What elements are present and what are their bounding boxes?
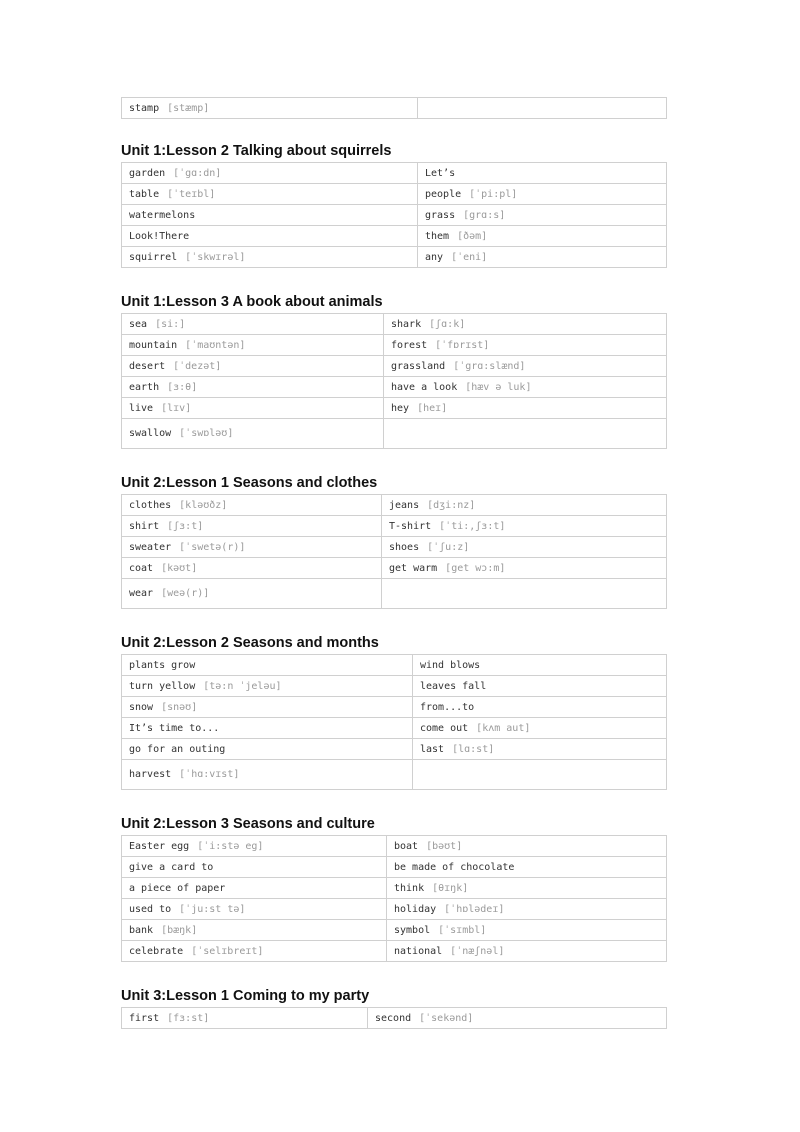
vocab-phonetic: [weə(r)] (161, 588, 210, 599)
table-row (122, 920, 667, 941)
vocab-cell (122, 760, 413, 790)
table-row (122, 163, 667, 184)
section-title: Unit 3:Lesson 1 Coming to my party (121, 988, 370, 1004)
vocab-cell (122, 878, 387, 899)
vocab-word: mountain (129, 339, 178, 351)
vocab-word: get warm (389, 562, 438, 574)
vocab-word: come out (420, 722, 469, 734)
vocab-cell (122, 398, 384, 419)
vocab-word: celebrate (129, 945, 184, 957)
vocab-cell (413, 718, 667, 739)
vocab-phonetic: [bəʊt] (426, 840, 463, 852)
vocab-cell (413, 655, 667, 676)
vocab-word: a piece of paper (129, 882, 226, 894)
vocab-phonetic: [θɪŋk] (432, 882, 469, 894)
vocab-cell (413, 697, 667, 718)
section-spacer (121, 790, 667, 814)
vocab-cell (384, 377, 667, 398)
vocab-cell (122, 495, 382, 516)
vocab-phonetic: [ʃɜ:t] (167, 520, 204, 532)
vocab-word: earth (129, 381, 160, 393)
vocab-cell (418, 205, 667, 226)
table-row (122, 356, 667, 377)
table-row (122, 878, 667, 899)
vocab-word: used to (129, 903, 172, 915)
table-row (122, 98, 667, 119)
table-row (122, 314, 667, 335)
vocab-word: It’s time to... (129, 722, 220, 734)
table-row (122, 184, 667, 205)
vocab-cell (122, 676, 413, 697)
table-row (122, 579, 667, 609)
vocab-word: table (129, 188, 160, 200)
table-row (122, 676, 667, 697)
vocab-phonetic: [ˈselɪbreɪt] (191, 945, 264, 957)
section-title: Unit 1:Lesson 3 A book about animals (121, 294, 383, 310)
vocab-cell (387, 857, 667, 878)
vocab-word: go for an outing (129, 743, 226, 755)
vocab-cell (382, 516, 667, 537)
table-row (122, 205, 667, 226)
vocab-phonetic: [grɑ:s] (463, 209, 506, 221)
vocab-phonetic: [ˈteɪbl] (167, 188, 216, 200)
table-row (122, 899, 667, 920)
vocab-phonetic: [ˈeni] (451, 251, 488, 263)
vocab-cell (122, 920, 387, 941)
vocab-phonetic: [ˈi:stə eg] (197, 840, 264, 852)
section-title: Unit 2:Lesson 2 Seasons and months (121, 635, 379, 651)
vocabulary-table (121, 162, 667, 268)
table-row (122, 377, 667, 398)
vocab-cell (384, 398, 667, 419)
table-row (122, 335, 667, 356)
vocab-cell (122, 1008, 368, 1029)
vocabulary-table (121, 1007, 667, 1029)
vocab-phonetic: [ˈpi:pl] (469, 188, 518, 200)
vocab-word: second (375, 1012, 412, 1024)
vocab-cell (122, 419, 384, 449)
vocab-phonetic: [ɜ:θ] (167, 381, 198, 393)
vocab-phonetic: [stæmp] (167, 102, 210, 114)
vocab-cell (418, 247, 667, 268)
vocab-phonetic: [tə:n ˈjeləu] (203, 680, 282, 692)
vocab-phonetic: [ˈfɒrɪst] (435, 339, 490, 351)
table-row (122, 419, 667, 449)
vocab-cell (387, 899, 667, 920)
vocab-phonetic: [ˈsekənd] (419, 1012, 474, 1024)
vocab-phonetic: [bæŋk] (161, 924, 198, 936)
vocab-word: coat (129, 562, 154, 574)
vocab-phonetic: [kəʊt] (161, 562, 198, 574)
table-row (122, 516, 667, 537)
vocab-phonetic: [hæv ə luk] (465, 381, 532, 393)
vocab-word: shirt (129, 520, 160, 532)
vocab-word: grassland (391, 360, 446, 372)
vocab-phonetic: [ˈhɑ:vɪst] (179, 769, 240, 780)
vocab-word: hey (391, 402, 410, 414)
vocab-cell (413, 760, 667, 790)
vocab-word: wear (129, 588, 154, 599)
vocab-cell (122, 718, 413, 739)
vocab-cell (122, 836, 387, 857)
table-row (122, 760, 667, 790)
vocab-cell (122, 377, 384, 398)
vocab-phonetic: [lɪv] (161, 402, 192, 414)
vocab-phonetic: [ˈswetə(r)] (179, 541, 246, 553)
vocab-phonetic: [fɜ:st] (167, 1012, 210, 1024)
vocab-word: clothes (129, 499, 172, 511)
vocab-word: desert (129, 360, 166, 372)
vocab-word: bank (129, 924, 154, 936)
vocab-word: T-shirt (389, 520, 432, 532)
vocab-cell (122, 205, 418, 226)
vocab-word: have a look (391, 381, 458, 393)
vocab-phonetic: [dʒi:nz] (427, 499, 476, 511)
table-row (122, 247, 667, 268)
vocab-phonetic: [ˈdezət] (173, 360, 222, 372)
vocab-word: last (420, 743, 445, 755)
vocab-word: live (129, 402, 154, 414)
vocab-cell (384, 335, 667, 356)
vocab-word: shoes (389, 541, 420, 553)
vocab-cell (382, 579, 667, 609)
vocab-cell (122, 226, 418, 247)
vocab-word: sea (129, 318, 148, 330)
table-row (122, 655, 667, 676)
vocab-word: jeans (389, 499, 420, 511)
vocab-word: Easter egg (129, 840, 190, 852)
section-spacer (121, 268, 667, 292)
section-title: Unit 2:Lesson 1 Seasons and clothes (121, 475, 378, 491)
vocab-phonetic: [si:] (155, 318, 186, 330)
vocab-word: wind blows (420, 659, 481, 671)
vocab-cell (122, 335, 384, 356)
section-spacer (121, 449, 667, 473)
vocab-cell (122, 356, 384, 377)
vocab-phonetic: [lɑ:st] (452, 743, 495, 755)
vocab-word: sweater (129, 541, 172, 553)
vocab-phonetic: [get wɔ:m] (445, 562, 506, 574)
section-spacer (121, 609, 667, 633)
vocab-cell (122, 247, 418, 268)
section-title: Unit 2:Lesson 3 Seasons and culture (121, 816, 375, 832)
vocab-word: grass (425, 209, 456, 221)
vocab-cell (122, 655, 413, 676)
vocab-phonetic: [ðəm] (457, 230, 488, 242)
vocab-word: stamp (129, 102, 160, 114)
vocab-word: forest (391, 339, 428, 351)
vocab-word: first (129, 1012, 160, 1024)
vocabulary-document (121, 97, 667, 1029)
vocab-cell (122, 98, 418, 119)
vocab-cell (382, 495, 667, 516)
vocab-cell (384, 419, 667, 449)
vocab-word: snow (129, 701, 154, 713)
vocab-phonetic: [ˈsɪmbl] (438, 924, 487, 936)
vocab-word: shark (391, 318, 422, 330)
table-row (122, 739, 667, 760)
table-row (122, 941, 667, 962)
section-title: Unit 1:Lesson 2 Talking about squirrels (121, 143, 392, 159)
vocab-cell (418, 163, 667, 184)
vocab-cell (122, 516, 382, 537)
vocab-word: people (425, 188, 462, 200)
vocabulary-table (121, 835, 667, 962)
vocab-word: leaves fall (420, 680, 487, 692)
vocab-cell (387, 836, 667, 857)
vocab-cell (122, 537, 382, 558)
vocab-cell (122, 899, 387, 920)
table-row (122, 495, 667, 516)
vocab-phonetic: [heɪ] (417, 402, 448, 414)
vocab-word: boat (394, 840, 419, 852)
section-spacer (121, 119, 667, 141)
vocab-cell (384, 356, 667, 377)
vocabulary-table (121, 654, 667, 790)
vocab-word: national (394, 945, 443, 957)
vocab-cell (122, 941, 387, 962)
vocab-word: harvest (129, 769, 172, 780)
vocab-word: squirrel (129, 251, 178, 263)
table-row (122, 558, 667, 579)
vocab-cell (387, 941, 667, 962)
vocab-phonetic: [snəʊ] (161, 701, 198, 713)
vocab-cell (382, 537, 667, 558)
vocab-phonetic: [ˈgrɑ:slænd] (453, 360, 526, 372)
table-row (122, 836, 667, 857)
vocab-cell (413, 739, 667, 760)
vocab-phonetic: [kʌm aut] (476, 722, 531, 734)
vocab-cell (387, 878, 667, 899)
vocab-cell (418, 98, 667, 119)
vocab-word: any (425, 251, 444, 263)
table-row (122, 537, 667, 558)
vocab-cell (122, 184, 418, 205)
vocab-phonetic: [ˈskwɪrəl] (185, 251, 246, 263)
vocab-cell (122, 579, 382, 609)
vocab-word: plants grow (129, 659, 196, 671)
vocabulary-table (121, 313, 667, 449)
vocab-cell (387, 920, 667, 941)
vocab-cell (122, 314, 384, 335)
vocab-word: think (394, 882, 425, 894)
vocab-cell (122, 739, 413, 760)
vocab-phonetic: [ʃɑ:k] (429, 318, 466, 330)
vocabulary-table (121, 97, 667, 119)
vocabulary-table (121, 494, 667, 609)
vocab-word: from...to (420, 701, 475, 713)
vocab-word: be made of chocolate (394, 861, 515, 873)
vocab-word: Let’s (425, 167, 456, 179)
section-spacer (121, 962, 667, 986)
vocab-phonetic: [ˈnæʃnəl] (450, 945, 505, 957)
vocab-cell (418, 226, 667, 247)
vocab-word: give a card to (129, 861, 214, 873)
vocab-word: symbol (394, 924, 431, 936)
vocab-phonetic: [ˈmaʊntən] (185, 339, 246, 351)
table-row (122, 1008, 667, 1029)
vocab-cell (368, 1008, 667, 1029)
vocab-word: swallow (129, 428, 172, 439)
table-row (122, 226, 667, 247)
vocab-cell (384, 314, 667, 335)
vocab-word: them (425, 230, 450, 242)
vocab-phonetic: [ˈti:,ʃɜ:t] (439, 520, 506, 532)
vocab-phonetic: [ˈʃu:z] (427, 541, 470, 553)
vocab-cell (122, 697, 413, 718)
vocab-word: Look!There (129, 230, 190, 242)
vocab-cell (382, 558, 667, 579)
vocab-phonetic: [ˈgɑ:dn] (173, 167, 222, 179)
table-row (122, 398, 667, 419)
vocab-cell (413, 676, 667, 697)
vocab-cell (122, 857, 387, 878)
vocab-phonetic: [ˈhɒlədeɪ] (444, 903, 505, 915)
vocab-word: watermelons (129, 209, 196, 221)
vocab-cell (122, 163, 418, 184)
table-row (122, 718, 667, 739)
vocab-phonetic: [ˈswɒləʊ] (179, 428, 234, 439)
vocab-word: turn yellow (129, 680, 196, 692)
vocab-cell (122, 558, 382, 579)
vocab-phonetic: [kləʊðz] (179, 499, 228, 511)
vocab-word: garden (129, 167, 166, 179)
vocab-phonetic: [ˈju:st tə] (179, 903, 246, 915)
table-row (122, 697, 667, 718)
vocab-cell (418, 184, 667, 205)
table-row (122, 857, 667, 878)
vocab-word: holiday (394, 903, 437, 915)
